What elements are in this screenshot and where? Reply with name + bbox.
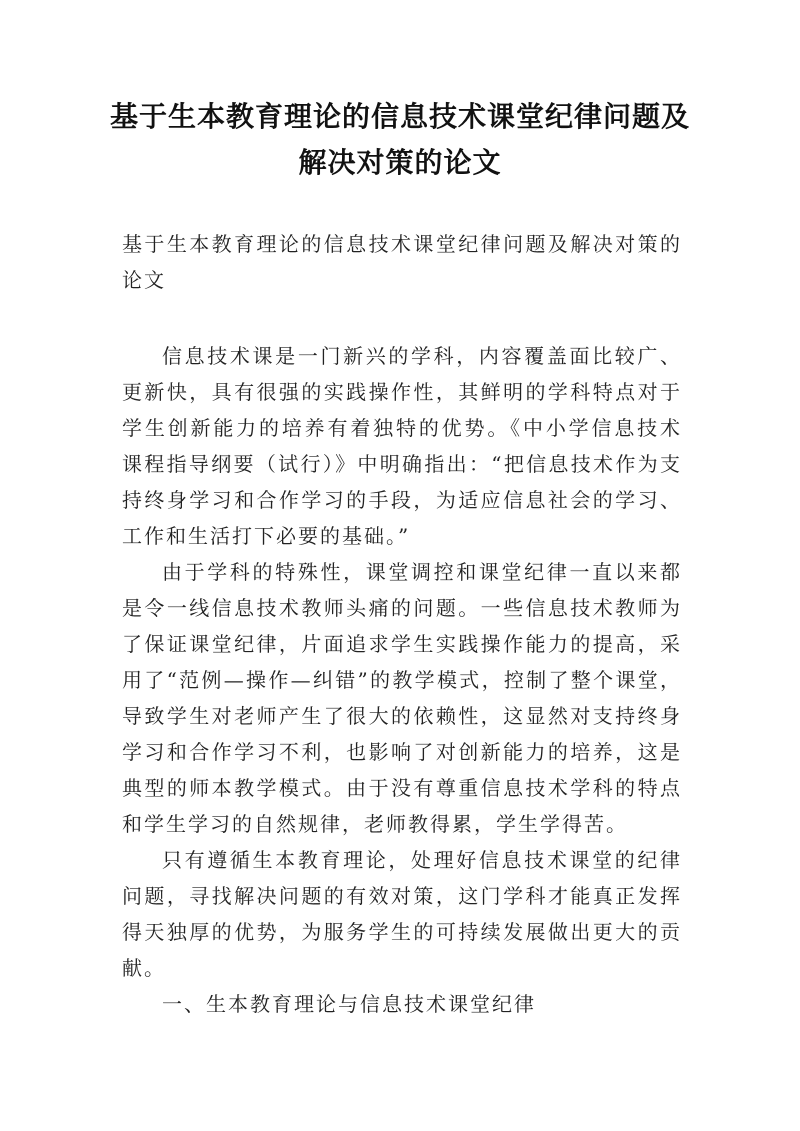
body-paragraph: 信息技术课是一门新兴的学科，内容覆盖面比较广、更新快，具有很强的实践操作性，其鲜明的学科特点对于学生创新能力的培养有着独特的优势。《中小学信息技术课程指导纲要（试行）》中明确指出：“把信息技术作为支持终身学习和合作学习的手段，为适应信息社会的学习、工作和生活打下必要的基础。” [122,344,682,548]
section-heading: 一、生本教育理论与信息技术课堂纪律 [162,992,536,1016]
body-paragraph: 只有遵循生本教育理论，处理好信息技术课堂的纪律问题，寻找解决问题的有效对策，这门学科才能真正发挥得天独厚的优势，为服务学生的可持续发展做出更大的贡献。 [122,848,682,980]
body-paragraph: 由于学科的特殊性，课堂调控和课堂纪律一直以来都是令一线信息技术教师头痛的问题。一些信息技术教师为了保证课堂纪律，片面追求学生实践操作能力的提高，采用了“范例—操作—纠错”的教学模式，控制了整个课堂，导致学生对老师产生了很大的依赖性，这显然对支持终身学习和合作学习不利，也影响了对创新能力的培养，这是典型的师本教学模式。由于没有尊重信息技术学科的特点和学生学习的自然规律，老师教得累，学生学得苦。 [122,560,682,836]
document-title: 基于生本教育理论的信息技术课堂纪律问题及解决对策的论文 [110,100,691,179]
document-body [122,226,682,1022]
document-subtitle: 基于生本教育理论的信息技术课堂纪律问题及解决对策的论文 [122,232,682,292]
